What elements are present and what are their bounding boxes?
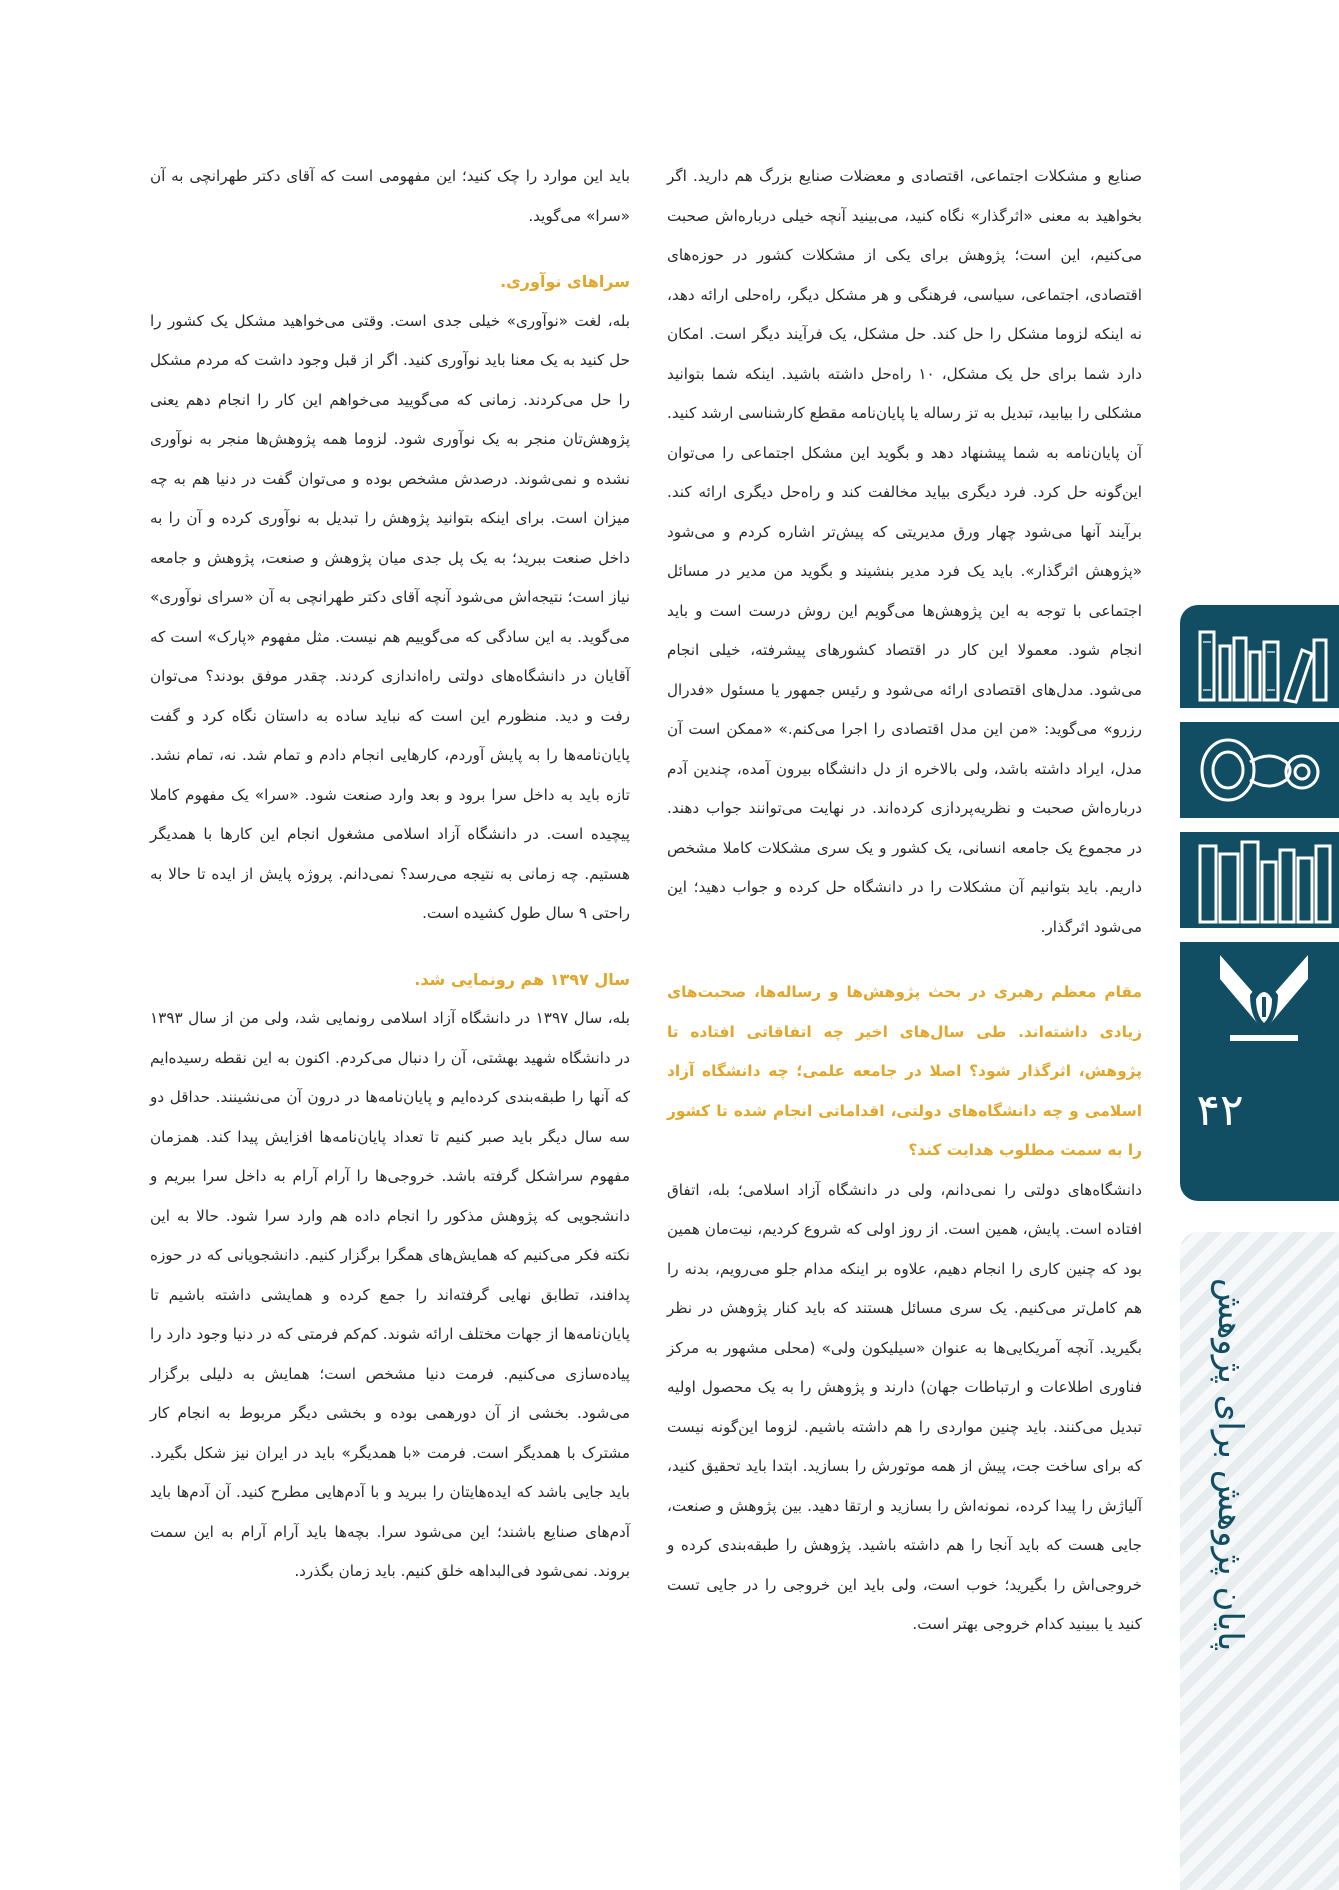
interview-question: مقام معظم رهبری در بحث پژوهش‌ها و رساله‌ها، صحبت‌های زیادی داشته‌اند. طی سال‌های اخیر چه اتفاقاتی افتاده تا پژوهش، اثرگذار شود؟ اصلا در جامعه علمی؛ چه دانشگاه آزاد اسلامی و چه دانشگاه‌های دولتی، اقداماتی انجام شده تا کشور را به سمت مطلوب هدایت کند؟ — [667, 983, 1142, 1159]
university-emblem-icon — [1190, 722, 1339, 817]
paragraph: بله، سال ۱۳۹۷ در دانشگاه آزاد اسلامی رونمایی شد، ولی من از سال ۱۳۹۳ در دانشگاه شهید بهشتی، آن را دنبال می‌کردم. اکنون به این نقطه رسیده‌ایم که آنها را طبقه‌بندی کرده‌ایم و پایان‌نامه‌ها در درون آن می‌نشینند. حداقل دو سه سال دیگر باید صبر کنیم تا تعداد پایان‌نامه‌ها افزایش پیدا کند. همزمان مفهوم سراشکل گرفته باشد. خروجی‌ها را آرام آرام به داخل سرا ببریم و دانشجویی که پژوهش مذکور را انجام داده هم وارد سرا شود. حالا به این نکته فکر می‌کنیم که همایش‌های همگرا برگزار کنیم. دانشجویانی که در حوزه پدافند، تطابق نهایی گرفته‌اند را جمع کرده و همایشی داشته باشیم تا پایان‌نامه‌ها از جهات مختلف ارائه شوند. کم‌کم فرمتی که در دنیا وجود دارد را پیاده‌سازی می‌کنیم. فرمت دنیا مشخص است؛ همایش به دلیلی برگزار می‌شود. بخشی از آن دورهمی بوده و بخشی دیگر مربوط به انجام کار مشترک با همدیگر است. فرمت «با همدیگر» باید در ایران نیز شکل بگیرد. باید جایی باشد که ایده‌هایتان را ببرید و با آدم‌هایی مطرح کنید. آن آدم‌ها باید آدم‌های صنایع باشند؛ این می‌شود سرا. بچه‌ها باید آرام آرام به این سمت بروند. نمی‌شود فی‌البداهه خلق کنیم. باید زمان بگذرد. — [150, 1009, 630, 1580]
page-number: ۴۲ — [1196, 1085, 1244, 1136]
paragraph: دانشگاه‌های دولتی را نمی‌دانم، ولی در دانشگاه آزاد اسلامی؛ بله، اتفاق افتاده است. پایش، همین است. از روز اولی که شروع کردیم، نیت‌مان همین بود که چنین کاری را انجام دهیم، علاوه بر اینکه مدام جلو می‌رویم، بدنه را هم کامل‌تر می‌کنیم. یک سری مسائل هستند که باید کنار پژوهش در نظر بگیرید. آنچه آمریکایی‌ها به عنوان «سیلیکون ولی» (محلی مشهور به مرکز فناوری اطلاعات و ارتباطات جهان) دارند و پژوهش را به یک محصول اولیه تبدیل می‌کنند. باید چنین مواردی را هم داشته باشیم. لزوما این‌گونه نیست که برای ساخت جت، پیش از همه موتورش را بسازید. ابتدا باید تحقیق کنید، آلیاژش را پیدا کرده، نمونه‌اش را بسازید و ارتقا دهید. بین پژوهش و صنعت، جایی هست که باید آنجا را هم داشته باشید. پژوهش را طبقه‌بندی کرده و خروجی‌اش را بگیرید؛ خوب است، ولی باید این خروجی را در جایی تست کنید یا ببینید کدام خروجی بهتر است. — [667, 1180, 1142, 1633]
section-title — [1190, 1240, 1270, 1690]
right-column — [667, 157, 1142, 1645]
section-title-text: پایان پژوهش برای پژوهش — [1210, 1278, 1250, 1652]
university-logo-icon — [1190, 945, 1339, 1040]
paragraph: صنایع و مشکلات اجتماعی، اقتصادی و معضلات صنایع بزرگ هم دارید. اگر بخواهید به معنی «اثرگذار» نگاه کنید، می‌بینید آنچه خیلی درباره‌اش صحبت می‌کنیم، این است؛ پژوهش برای یکی از مشکلات کشور در حوزه‌های اقتصادی، اجتماعی، سیاسی، فرهنگی و هر مشکل دیگر، راه‌حلی ارائه دهد، نه اینکه لزوما مشکل را حل کند. حل مشکل، یک فرآیند دیگر است. امکان دارد شما برای حل یک مشکل، ۱۰ راه‌حل داشته باشید. اینکه شما بتوانید مشکلی را بیابید، تبدیل به تز رساله یا پایان‌نامه مقطع کارشناسی ارشد کنید. آن پایان‌نامه به شما پیشنهاد دهد و بگوید این مشکل اجتماعی را می‌توان این‌گونه حل کرد. فرد دیگری بیاید مخالفت کند و راه‌حل دیگری ارائه کند. برآیند آنها می‌شود چهار ورق مدیریتی که پیش‌تر اشاره کردم و می‌شود «پژوهش اثرگذار». باید یک فرد مدیر بنشیند و بگوید من مدیر در مسائل اجتماعی با توجه به این پژوهش‌ها می‌گویم این روش درست است و باید انجام شود. معمولا این کار در اقتصاد کشورهای پیشرفته، خیلی انجام می‌شود. مدل‌های اقتصادی ارائه می‌شود و رئیس جمهور یا مسئول «فدرال رزرو» می‌گوید: «من این مدل اقتصادی را اجرا می‌کنم.» «ممکن است آن مدل، ایراد داشته باشد، ولی بالاخره از دل دانشگاه بیرون آمده، چندین آدم درباره‌اش صحبت و نظریه‌پردازی کرده‌اند. در نهایت می‌توانند جواب دهند. در مجموع یک جامعه انسانی، یک کشور و یک سری مشکلات کاملا مشخص داریم. باید بتوانیم آن مشکلات را در دانشگاه حل کرده و جواب دهید؛ این می‌شود اثرگذار. — [667, 167, 1142, 936]
section-heading: سال ۱۳۹۷ هم رونمایی شد. — [414, 969, 630, 989]
section-heading: سراهای نوآوری. — [500, 272, 630, 291]
shelf-divider — [1178, 708, 1339, 722]
left-column — [150, 157, 630, 1592]
folders-shelf-icon — [1190, 832, 1339, 927]
paragraph: باید این موارد را چک کنید؛ این مفهومی است که آقای دکتر طهرانچی به آن «سرا» می‌گوید. — [150, 167, 630, 225]
books-shelf-icon — [1190, 612, 1339, 707]
paragraph: بله، لغت «نوآوری» خیلی جدی است. وقتی می‌خواهید مشکل یک کشور را حل کنید به یک معنا باید نوآوری کنید. اگر از قبل وجود داشت که مردم مشکل را حل می‌کردند. زمانی که می‌گویید می‌خواهم این کار را انجام دهم یعنی پژوهش‌تان منجر به یک نوآوری شود. لزوما همه پژوهش‌ها منجر به نوآوری نشده و نمی‌شوند. درصدش مشخص بوده و می‌توان گفت در دنیا هم به چه میزان است. برای اینکه بتوانید پژوهش را تبدیل به نوآوری کرده و آن را به داخل صنعت ببرید؛ به یک پل جدی میان پژوهش و صنعت، پژوهش و جامعه نیاز است؛ نتیجه‌اش می‌شود آنچه آقای دکتر طهرانچی به آن «سرای نوآوری» می‌گوید. به این سادگی که می‌گوییم هم نیست. مثل مفهوم «پارک» است که آقایان در دانشگاه‌های دولتی راه‌اندازی کردند. چقدر موفق بودند؟ می‌توان رفت و دید. منظورم این است که نباید ساده به داستان نگاه کرد و گفت پایان‌نامه‌ها را به پایش آوردم، کارهایی انجام دادم و تمام شد. نه، تمام نشد. تازه باید به داخل سرا برود و بعد وارد صنعت شود. «سرا» یک مفهوم کاملا پیچیده است. در دانشگاه آزاد اسلامی مشغول انجام این کارها با همدیگر هستیم. چه زمانی به نتیجه می‌رسد؟ نمی‌دانم. پروژه پایش از ایده تا حالا به راحتی ۹ سال طول کشیده است. — [150, 311, 630, 922]
shelf-divider — [1178, 818, 1339, 832]
shelf-divider — [1178, 928, 1339, 942]
